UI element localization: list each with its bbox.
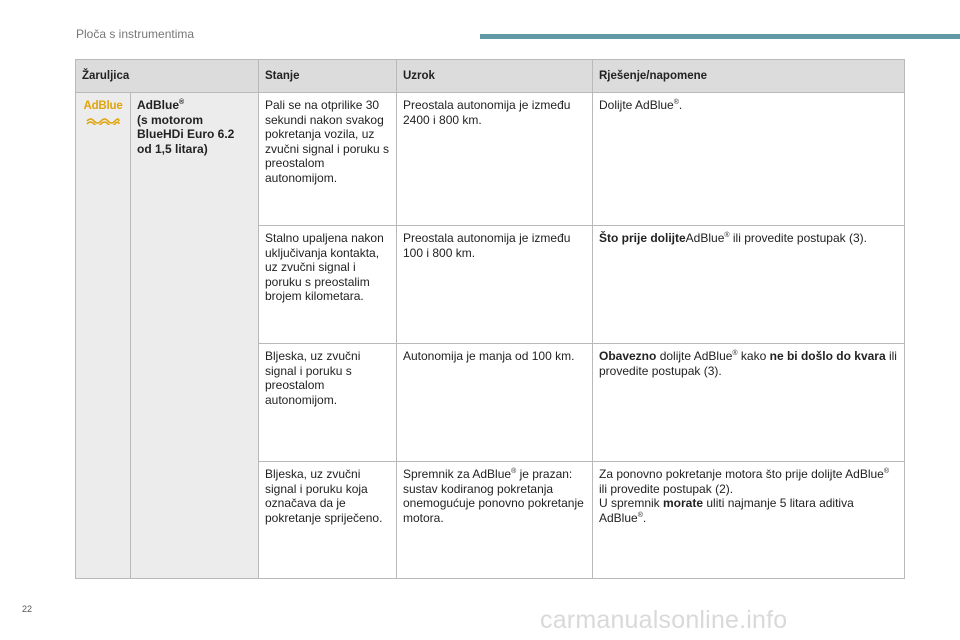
adblue-wave-icon <box>86 117 120 125</box>
header-accent-bar <box>480 34 960 39</box>
solution-cell <box>593 462 905 579</box>
solution-emphasis: Obavezno <box>599 349 657 363</box>
page-number: 22 <box>22 604 33 614</box>
solution-text: uliti najmanje 5 litara aditiva AdBlue <box>599 496 854 525</box>
warning-lamp-table <box>75 59 905 579</box>
cause-cell: Preostala autonomija je između 100 i 800 km. <box>397 226 593 344</box>
solution-text: AdBlue <box>685 231 725 245</box>
column-header-cause: Uzrok <box>397 60 593 93</box>
registered-mark: ® <box>179 99 185 106</box>
column-header-solution: Rješenje/napomene <box>593 60 905 93</box>
registered-mark: ® <box>883 468 890 475</box>
solution-text: Za ponovno pokretanje motora što prije dolijte AdBlue <box>599 467 884 481</box>
column-header-state: Stanje <box>259 60 397 93</box>
solution-text: . <box>642 510 647 525</box>
state-cell: Bljeska, uz zvučni signal i poruku s preostalom autonomijom. <box>259 344 397 462</box>
column-header-lamp: Žaruljica <box>76 60 259 93</box>
solution-text: kako <box>737 349 770 363</box>
registered-mark: ® <box>673 99 679 106</box>
solution-emphasis: Što prije dolijte <box>599 231 686 245</box>
solution-text: ili provedite postupak (3). <box>599 349 897 378</box>
solution-text: dolijte AdBlue <box>656 349 733 363</box>
table-row <box>76 93 905 226</box>
state-cell: Stalno upaljena nakon uključivanja kontakta, uz zvučni signal i poruku s preostalim brojem kilometara. <box>259 226 397 344</box>
lamp-name-cell <box>131 93 259 579</box>
lamp-name: AdBlue <box>137 98 179 112</box>
registered-mark: ® <box>724 232 730 239</box>
solution-cell <box>593 226 905 344</box>
solution-text: U spremnik <box>599 496 664 510</box>
solution-text: Dolijte AdBlue <box>599 98 674 112</box>
registered-mark: ® <box>732 350 738 357</box>
adblue-warning-icon <box>83 98 123 128</box>
solution-text: ili provedite postupak (2). <box>599 481 734 496</box>
cause-cell: Autonomija je manja od 100 km. <box>397 344 593 462</box>
page-section-title: Ploča s instrumentima <box>76 27 195 41</box>
state-cell: Pali se na otprilike 30 sekundi nakon svakog pokretanja vozila, uz zvučni signal i poruku s preostalom autonomijom. <box>259 93 397 226</box>
watermark: carmanualsonline.info <box>540 606 788 634</box>
lamp-details: (s motorom BlueHDi Euro 6.2 od 1,5 litara) <box>137 112 235 156</box>
solution-cell <box>593 93 905 226</box>
solution-emphasis: morate <box>663 496 704 510</box>
lamp-icon-cell <box>76 93 131 579</box>
cause-text: Spremnik za AdBlue <box>403 467 512 481</box>
registered-mark: ® <box>511 468 517 475</box>
cause-cell <box>397 462 593 579</box>
solution-emphasis: ne bi došlo do kvara <box>769 349 886 363</box>
state-cell: Bljeska, uz zvučni signal i poruku koja označava da je pokretanje spriječeno. <box>259 462 397 579</box>
adblue-icon-label: AdBlue <box>83 100 123 112</box>
solution-cell <box>593 344 905 462</box>
cause-cell: Preostala autonomija je između 2400 i 800 km. <box>397 93 593 226</box>
registered-mark: ® <box>637 511 643 519</box>
cause-text: je prazan: sustav kodiranog pokretanja onemogućuje ponovno pokretanje motora. <box>403 467 584 525</box>
solution-text: . <box>678 98 683 112</box>
solution-text: ili provedite postupak (3). <box>729 231 867 245</box>
